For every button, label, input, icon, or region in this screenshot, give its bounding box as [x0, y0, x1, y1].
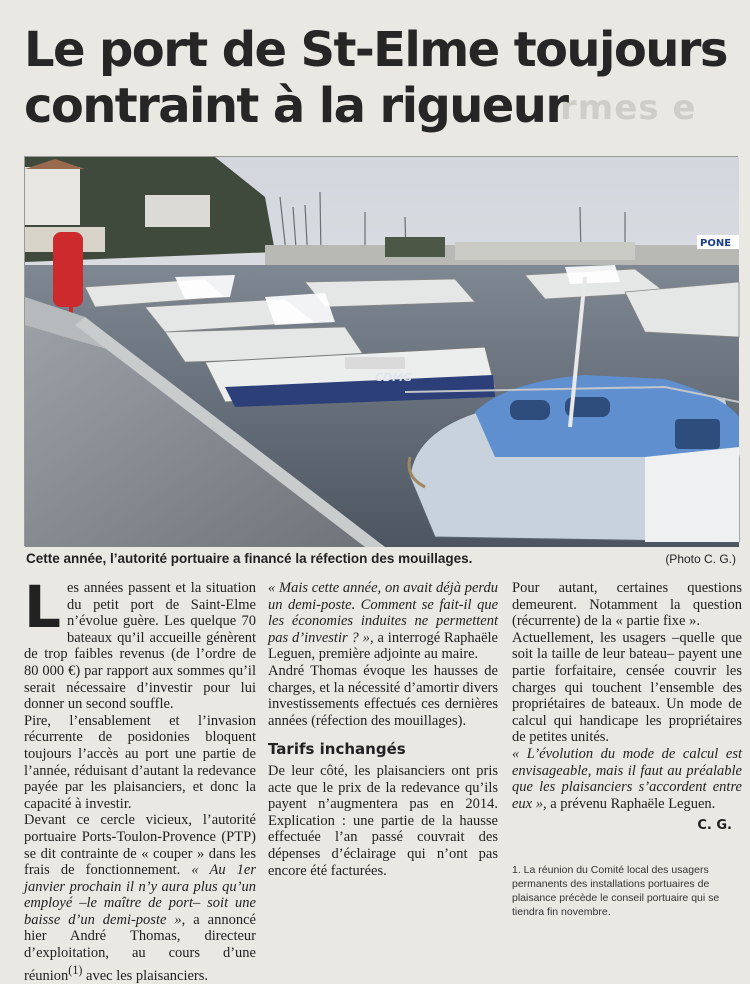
paragraph-2: Pire, l’ensablement et l’invasion récurrente de posidonies bloquent toujours l’accès au port une partie de l’année, réduisant d’autant la redevance payée par les plaisanciers, et donc la capacité à investir.: [24, 712, 256, 812]
paragraph-3-end: , a annoncé hier André Thomas, directeur d’exploitation, au cours d’une réunion: [24, 911, 256, 984]
article-column-2: [268, 580, 498, 879]
paragraph-9-end: , a prévenu Raphaële Leguen.: [543, 795, 716, 812]
paragraph-3-start: Devant ce cercle vicieux, l’autorité portuaire Ports-Toulon-Provence (PTP) se dit contrainte de « couper » dans les frais de fonctionnement.: [24, 812, 256, 879]
paragraph-1: es années passent et la situation du petit port de Saint-Elme n’évolue guère. Les quelque 70 bateaux qu’il accueille génèrent de trop faibles revenus (de l’ordre de 80 000 €) par rapport aux sommes qu’il serait nécessaire d’investir pour lui donner un second souffle.: [24, 580, 256, 713]
photo-credit: (Photo C. G.): [665, 552, 736, 566]
article-lede: [24, 573, 256, 713]
paragraph-8: Actuellement, les usagers –quelle que soit la taille de leur bateau– payent une partie forfaitaire, censée couvrir les charges qui touchent l’ensemble des propriétaires de bateaux. Un mode de calcul qui handicape les propriétaires de petites unités.: [512, 629, 742, 746]
paragraph-3-tail: avec les plaisanciers.: [82, 967, 208, 984]
quote-evolution: « L’évolution du mode de calcul est envisageable, mais il faut au préalable que les plaisanciers s’accordent entre eux »: [512, 745, 742, 812]
quote-employee: « Au 1er janvier prochain il n’y aura plus qu’un employé –le maître de port– soit une baisse d’un demi-poste »: [24, 862, 257, 928]
headline: Le port de St-Elme toujours contraint à la rigueur: [24, 22, 727, 134]
background-bleed-text: rmes e: [560, 88, 697, 128]
quote-leguen: « Mais cette année, on avait déjà perdu un demi-poste. Comment se fait-il que les économies induites ne permettent pas d’investir ? »: [268, 580, 498, 646]
article-column-3: [512, 580, 742, 919]
paragraph-9: [512, 746, 742, 812]
subheading: Tarifs inchangés: [268, 740, 406, 759]
drop-cap: L: [24, 573, 61, 641]
harbour-photo: [24, 156, 738, 546]
paragraph-4-end: , a interrogé Raphaële Leguen, première adjointe au maire.: [268, 629, 498, 663]
paragraph-3: [24, 812, 256, 984]
boat-marking: CDMG: [375, 371, 413, 384]
footnote: 1. La réunion du Comité local des usagers permanents des installations portuaires de plaisance précède le conseil portuaire qui se tiendra fin novembre.: [512, 863, 720, 918]
paragraph-6: De leur côté, les plaisanciers ont pris acte que le prix de la redevance qu’ils payent n’augmentera pas en 2014. Explication : une partie de la hausse effectuée l’an passé couvrait des dépenses d’éclairage qui n’ont pas encore été facturées.: [268, 762, 498, 879]
author-signature: C. G.: [697, 818, 732, 834]
paragraph-4: [268, 580, 498, 663]
paragraph-5: André Thomas évoque les hausses de charges, et la nécessité d’amortir divers investissements effectués ces dernières années (réfection des mouillages).: [268, 662, 498, 729]
photo-caption: Cette année, l’autorité portuaire a financé la réfection des mouillages.: [26, 551, 473, 566]
harbour-photo-illustration: [25, 157, 739, 547]
footnote-ref: (1): [68, 962, 83, 977]
paragraph-7: Pour autant, certaines questions demeurent. Notamment la question (récurrente) de la « partie fixe ».: [512, 580, 742, 630]
article-column-1: [24, 573, 257, 984]
harbour-sign: PONE: [700, 238, 732, 249]
